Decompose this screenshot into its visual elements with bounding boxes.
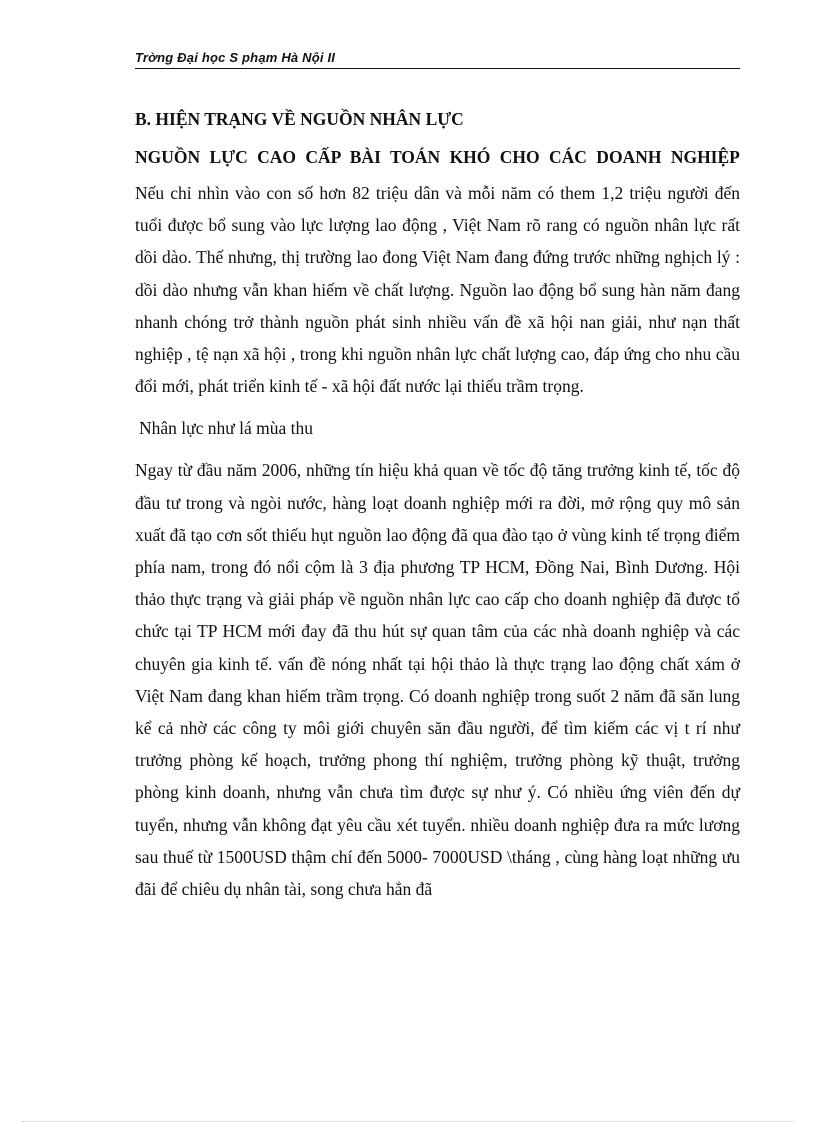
main-heading: NGUỒN LỰC CAO CẤP BÀI TOÁN KHÓ CHO CÁC DOANH NGHIỆP xyxy=(135,147,740,167)
page-header: Trờng Đại học S phạm Hà Nội II xyxy=(135,48,740,69)
paragraph-intro: Nếu chỉ nhìn vào con số hơn 82 triệu dân và mỗi năm có them 1,2 triệu người đến tuổi được bổ sung vào lực lượng lao động , Việt Nam rõ rang có nguồn nhân lực rất dồi dào. Thế nhưng, thị trường lao đong Việt Nam đang đứng trước những nghịch lý : dồi dào nhưng vẫn khan hiếm về chất lượng. Nguồn lao động bổ sung hàn năm đang nhanh chóng trở thành nguồn phát sinh nhiều vấn đề xã hội nan giải, như nạn thất nghiệp , tệ nạn xã hội , trong khi nguồn nhân lực chất lượng cao, đáp ứng cho nhu cầu đổi mới, phát triển kinh tế - xã hội đất nước lại thiếu trầm trọng. xyxy=(135,183,740,397)
subheading: Nhân lực như lá mùa thu xyxy=(139,418,314,439)
document-body xyxy=(135,103,740,915)
section-heading: B. HIỆN TRẠNG VỀ NGUỒN NHÂN LỰC xyxy=(135,109,464,129)
page-bottom-divider xyxy=(22,1121,794,1122)
paragraph-body: Ngay từ đầu năm 2006, những tín hiệu khả quan về tốc độ tăng trưởng kinh tế, tốc độ đầu tư trong và ngòi nước, hàng loạt doanh nghiệp mới ra đời, mở rộng quy mô sản xuất đã tạo cơn sốt thiếu hụt nguồn lao động đã qua đào tạo ở vùng kinh tế trọng điểm phía nam, trong đó nổi cộm là 3 địa phương TP HCM, Đồng Nai, Bình Dương. Hội thảo thực trạng và giải pháp về nguồn nhân lực cao cấp cho doanh nghiệp đã được tổ chức tại TP HCM mới đay đã thu hút sự quan tâm của các nhà doanh nghiệp và các chuyên gia kinh tế. vấn đề nóng nhất tại hội thảo là thực trạng lao động chất xám ở Việt Nam đang khan hiếm trầm trọng. Có doanh nghiệp trong suốt 2 năm đã săn lung kể cả nhờ các công ty môi giới chuyên săn đầu người, để tìm kiếm các vị t rí như trưởng phòng kế hoạch, trưởng phong thí nghiệm, trưởng phòng kỹ thuật, trưởng phòng kinh doanh, nhưng vẫn chưa tìm được sự như ý. Có nhiều ứng viên đến dự tuyển, nhưng vẫn không đạt yêu cầu xét tuyển. nhiều doanh nghiệp đưa ra mức lương sau thuế từ 1500USD thậm chí đến 5000- 7000USD \tháng , cùng hàng loạt những ưu đãi để chiêu dụ nhân tài, song chưa hẳn đã xyxy=(135,460,740,900)
